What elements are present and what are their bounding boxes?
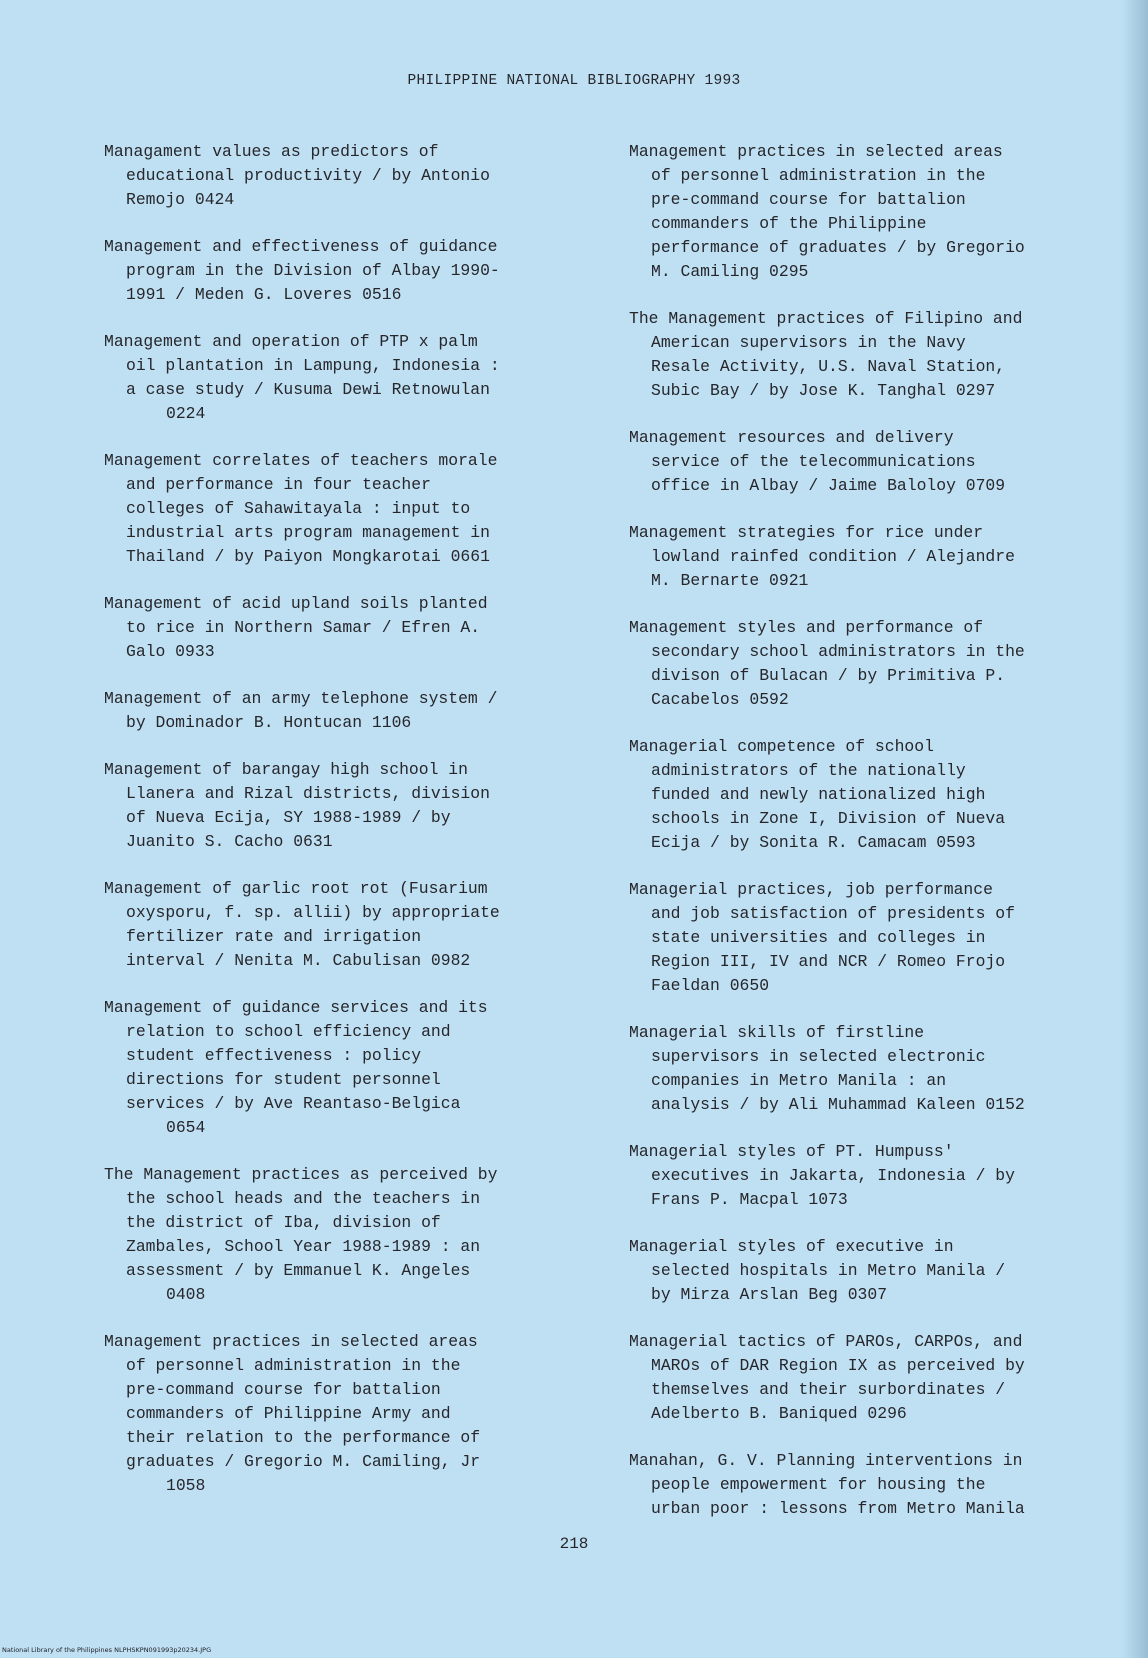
bibliography-entry (104, 235, 599, 307)
entry-text: Management styles and performance of secondary school administrators in the divison of Bulacan / by Primitiva P. Cacabelos 0592 (629, 618, 1025, 709)
entry-text: Management practices in selected areas of personnel administration in the pre-command course for battalion commanders of the Philippine performance of graduates / by Gregorio M. Camiling 0295 (629, 142, 1025, 281)
entry-text: Managerial competence of school administrators of the nationally funded and newly nationalized high schools in Zone I, Division of Nueva Ecija / by Sonita R. Camacam 0593 (629, 737, 1006, 852)
entry-text: Management of barangay high school in Llanera and Rizal districts, division of Nueva Ecija, SY 1988-1989 / by Juanito S. Cacho 0631 (104, 760, 490, 851)
entry-text: Manahan, G. V. Planning interventions in people empowerment for housing the urban poor : lessons from Metro Manila (629, 1451, 1025, 1518)
bibliography-entry (629, 1449, 1129, 1521)
bibliography-entry (104, 330, 599, 426)
entry-text: Managament values as predictors of educational productivity / by Antonio Remojo 0424 (104, 142, 490, 209)
bibliography-entry (629, 521, 1129, 593)
bibliography-entry (629, 616, 1129, 712)
left-column (104, 140, 599, 1521)
entry-text: Managerial styles of PT. Humpuss' executives in Jakarta, Indonesia / by Frans P. Macpal 1073 (629, 1142, 1015, 1209)
entry-text: Managerial tactics of PAROs, CARPOs, and MAROs of DAR Region IX as perceived by themselves and their surbordinates / Adelberto B. Baniqued 0296 (629, 1332, 1025, 1423)
bibliography-entry (104, 1330, 599, 1498)
bibliography-entry (629, 878, 1129, 998)
entry-number: 1058 (166, 1476, 206, 1495)
entry-text: Managerial practices, job performance and job satisfaction of presidents of state universities and colleges in Region III, IV and NCR / Romeo Frojo Faeldan 0650 (629, 880, 1015, 995)
page-number: 218 (559, 1535, 589, 1553)
entry-text: Managerial skills of firstline supervisors in selected electronic companies in Metro Manila : an analysis / by Ali Muhammad Kaleen 0152 (629, 1023, 1025, 1114)
bibliography-entry (104, 592, 599, 664)
bibliography-entry (629, 1330, 1129, 1426)
entry-number: 0654 (166, 1118, 206, 1137)
entry-text: The Management practices of Filipino and American supervisors in the Navy Resale Activity, U.S. Naval Station, Subic Bay / by Jose K. Tanghal 0297 (629, 309, 1023, 400)
bibliography-entry (104, 449, 599, 569)
page-header: PHILIPPINE NATIONAL BIBLIOGRAPHY 1993 (407, 73, 741, 89)
entry-number: 0224 (166, 404, 206, 423)
entry-text: The Management practices as perceived by the school heads and the teachers in the district of Iba, division of Zambales, School Year 1988-1989 : an assessment / by Emmanuel K. Angeles (104, 1165, 498, 1280)
bibliography-entry (104, 877, 599, 973)
bibliography-entry (104, 996, 599, 1140)
bibliography-entry (104, 1163, 599, 1307)
bibliography-entry (629, 307, 1129, 403)
entry-number: 0408 (166, 1285, 206, 1304)
entry-text: Management of acid upland soils planted to rice in Northern Samar / Efren A. Galo 0933 (104, 594, 488, 661)
entry-text: Management of an army telephone system / by Dominador B. Hontucan 1106 (104, 689, 498, 732)
entry-text: Management resources and delivery service of the telecommunications office in Albay / Jaime Baloloy 0709 (629, 428, 1006, 495)
entry-text: Management of garlic root rot (Fusarium oxysporu, f. sp. allii) by appropriate fertilizer rate and irrigation interval / Nenita M. Cabulisan 0982 (104, 879, 500, 970)
bibliography-entry (629, 140, 1129, 284)
bibliography-entry (104, 140, 599, 212)
entry-text: Management of guidance services and its relation to school efficiency and student effectiveness : policy directions for student personnel services / by Ave Reantaso-Belgica (104, 998, 488, 1113)
entry-text: Management correlates of teachers morale and performance in four teacher colleges of Sahawitayala : input to industrial arts program management in Thailand / by Paiyon Mongkarotai 0661 (104, 451, 498, 566)
entry-text: Management strategies for rice under lowland rainfed condition / Alejandre M. Bernarte 0921 (629, 523, 1015, 590)
entry-text: Management and operation of PTP x palm oil plantation in Lampung, Indonesia : a case study / Kusuma Dewi Retnowulan (104, 332, 500, 399)
scan-credit: National Library of the Philippines NLPHSKPN091993p20234.JPG (2, 1646, 212, 1654)
bibliography-entry (629, 426, 1129, 498)
bibliography-entry (104, 687, 599, 735)
entry-text: Management practices in selected areas of personnel administration in the pre-command course for battalion commanders of Philippine Army and their relation to the performance of graduates / Gregorio M. Camiling, Jr (104, 1332, 481, 1471)
bibliography-entry (629, 1021, 1129, 1117)
bibliography-entry (629, 1235, 1129, 1307)
bibliography-entry (104, 758, 599, 854)
bibliography-entry (629, 1140, 1129, 1212)
right-column (629, 140, 1129, 1544)
bibliography-entry (629, 735, 1129, 855)
entry-text: Management and effectiveness of guidance program in the Division of Albay 1990- 1991 / Meden G. Loveres 0516 (104, 237, 500, 304)
entry-text: Managerial styles of executive in selected hospitals in Metro Manila / by Mirza Arslan Beg 0307 (629, 1237, 1006, 1304)
